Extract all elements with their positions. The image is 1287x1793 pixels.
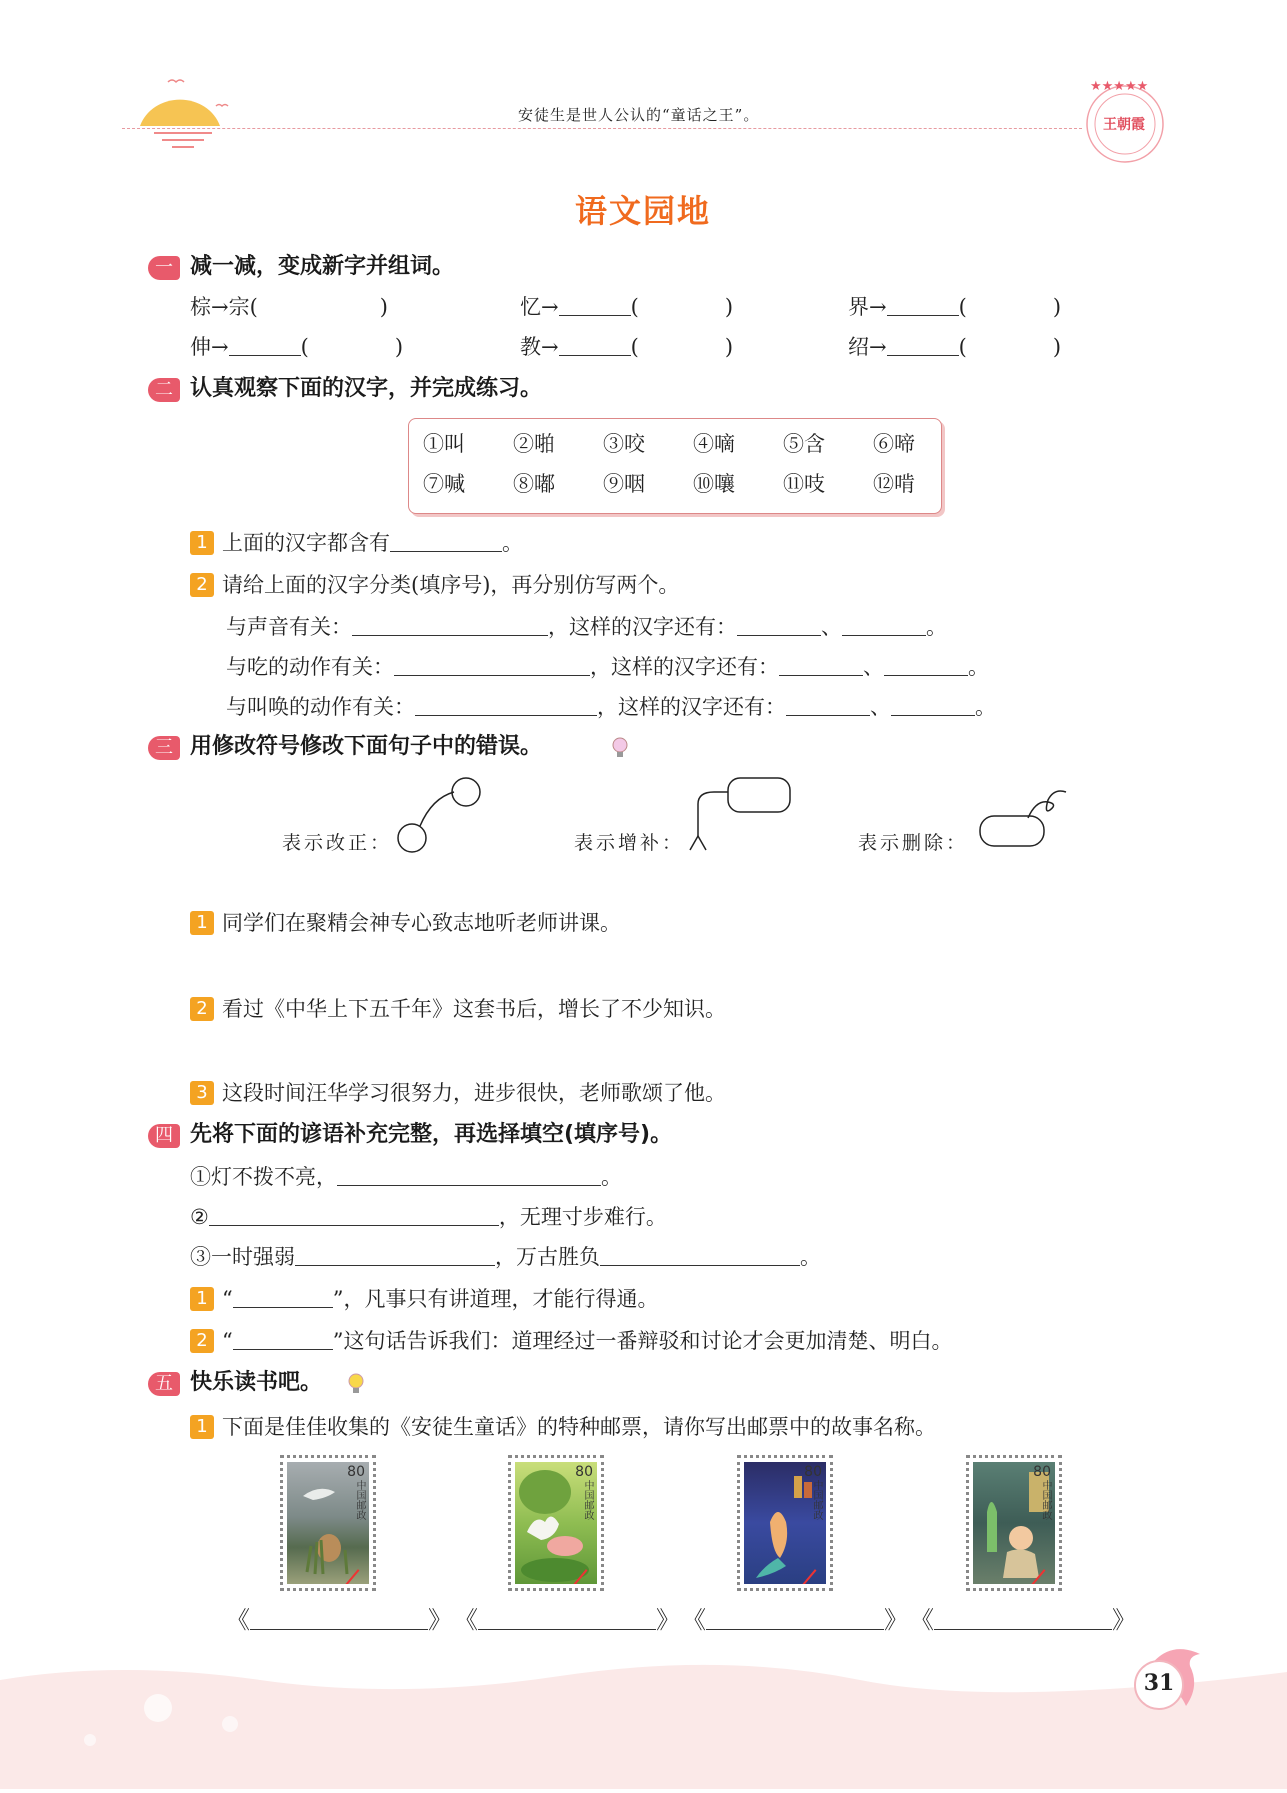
answer-blank[interactable] (352, 613, 548, 636)
stamp-picture (744, 1462, 826, 1584)
close-paren: ) (724, 335, 734, 359)
row-mid: ，这样的汉字还有： (548, 615, 737, 639)
answer-blank[interactable] (559, 333, 631, 356)
stamp-answer-1 (226, 1600, 452, 1635)
s2-row-2 (226, 652, 989, 682)
s1-item-5: 教→ ( ) (520, 335, 734, 359)
stamp-country: 中国邮政 (354, 1480, 365, 1520)
header-decoration (120, 60, 240, 150)
stamp-little-mermaid (737, 1455, 833, 1591)
s1-item-6: 绍→ ( ) (848, 335, 1062, 359)
s3-sentence-3 (190, 1078, 726, 1108)
row-label: 与声音有关： (226, 615, 352, 639)
row-mid: ，这样的汉字还有： (590, 655, 779, 679)
stamp-value: 80 (575, 1464, 593, 1480)
answer-blank[interactable] (250, 1607, 428, 1630)
stamp-value: 80 (804, 1464, 822, 1480)
char-item: ①叫 (423, 432, 465, 456)
answer-blank[interactable] (934, 1607, 1112, 1630)
symbol-delete-label: 表示删除： (858, 832, 969, 854)
punct: 。 (975, 695, 996, 719)
answer-blank[interactable] (390, 529, 502, 552)
proverb-text: ①灯不拨不亮， (190, 1165, 337, 1189)
answer-blank[interactable] (706, 1607, 884, 1630)
sun-icon (120, 60, 240, 150)
punct: 。 (502, 531, 523, 555)
answer-blank[interactable] (779, 653, 863, 676)
question-text: 请给上面的汉字分类(填序号)，再分别仿写两个。 (222, 573, 680, 597)
page-number: 31 (1143, 1670, 1175, 1696)
close-paren: ) (724, 295, 734, 319)
char-item: ②啪 (513, 432, 555, 456)
stamp-answer-2 (454, 1600, 680, 1635)
s1-item-text: 界→ (848, 295, 887, 319)
answer-blank[interactable] (887, 293, 959, 316)
section-title-2: 认真观察下面的汉字，并完成练习。 (190, 376, 543, 401)
answer-blank[interactable] (478, 1607, 656, 1630)
sentence-text: 看过《中华上下五千年》这套书后，增长了不少知识。 (222, 997, 726, 1021)
section-badge-4: 四 (148, 1124, 180, 1148)
char-row-1 (423, 429, 933, 459)
stamp-answer-3 (682, 1600, 908, 1635)
sep: 、 (870, 695, 891, 719)
section-badge-3: 三 (148, 736, 180, 760)
book-open: 《 (454, 1606, 478, 1634)
char-item: ⑪吱 (783, 472, 825, 496)
char-item: ⑩嚷 (693, 472, 735, 496)
header-rule (122, 128, 1082, 129)
char-item: ④嘀 (693, 432, 735, 456)
correction-mark-icon (392, 774, 492, 854)
s5-question-1 (190, 1412, 936, 1442)
s3-sentence-1 (190, 908, 621, 938)
s1-item-text: 忆→ (520, 295, 559, 319)
char-row-2 (423, 469, 933, 499)
s4-line-2 (190, 1202, 667, 1232)
s2-question-1 (190, 528, 523, 558)
row-label: 与叫唤的动作有关： (226, 695, 415, 719)
answer-blank[interactable] (394, 653, 590, 676)
char-item: ⑫啃 (873, 472, 915, 496)
stamp-country: 中国邮政 (811, 1480, 822, 1520)
s1-item-4: 伸→ ( ) (190, 335, 404, 359)
answer-blank[interactable] (891, 693, 975, 716)
s1-item-2: 忆→ ( ) (520, 295, 734, 319)
svg-text:★★★★★: ★★★★★ (1090, 79, 1149, 94)
proverb-text: ，无理寸步难行。 (498, 1205, 667, 1229)
sentence-text: 同学们在聚精会神专心致志地听老师讲课。 (222, 911, 621, 935)
section-badge-2: 二 (148, 378, 180, 402)
section-title-4: 先将下面的谚语补充完整，再选择填空(填序号)。 (190, 1122, 673, 1147)
answer-blank[interactable] (229, 333, 301, 356)
close-paren: ) (1052, 295, 1062, 319)
s1-item-1 (190, 292, 388, 322)
section-title-1: 减一减，变成新字并组词。 (190, 254, 455, 279)
question-number: 1 (190, 1287, 214, 1311)
lightbulb-icon (346, 1372, 366, 1400)
stamp-picture (515, 1462, 597, 1584)
page-title: 语文园地 (575, 192, 712, 230)
answer-blank[interactable] (295, 1243, 495, 1266)
question-number: 2 (190, 573, 214, 597)
stamp-match-girl (966, 1455, 1062, 1591)
question-text: 下面是佳佳收集的《安徒生童话》的特种邮票，请你写出邮票中的故事名称。 (222, 1415, 936, 1439)
question-text: 上面的汉字都含有 (222, 531, 390, 555)
question-number: 2 (190, 1329, 214, 1353)
brand-logo (1080, 76, 1170, 166)
answer-blank[interactable] (737, 613, 821, 636)
close-paren: ) (379, 295, 388, 319)
answer-blank[interactable] (415, 693, 597, 716)
answer-blank[interactable] (233, 1285, 333, 1308)
sep: 、 (821, 615, 842, 639)
answer-blank[interactable] (887, 333, 959, 356)
char-box (408, 418, 942, 514)
deletion-mark-icon (978, 780, 1070, 852)
stamp-value: 80 (1033, 1464, 1051, 1480)
s1-item-text: 伸→ (190, 335, 229, 359)
answer-blank[interactable] (233, 1327, 333, 1350)
header-slogan: 安徒生是世人公认的“童话之王”。 (518, 106, 760, 124)
question-number: 3 (190, 1081, 214, 1105)
stamp-wild-swans (280, 1455, 376, 1591)
s1-item-text: 棕→宗( (190, 295, 258, 319)
close-paren: ) (1052, 335, 1062, 359)
question-number: 1 (190, 911, 214, 935)
char-item: ⑨咽 (603, 472, 645, 496)
question-number: 1 (190, 1415, 214, 1439)
stamp-picture (973, 1462, 1055, 1584)
symbol-fix-label: 表示改正： (282, 832, 393, 854)
punct: 。 (601, 1165, 622, 1189)
answer-blank[interactable] (786, 693, 870, 716)
proverb-text: ，万古胜负 (495, 1245, 600, 1269)
answer-blank[interactable] (600, 1243, 800, 1266)
row-label: 与吃的动作有关： (226, 655, 394, 679)
stamp-answer-4 (910, 1600, 1136, 1635)
close-paren: ) (394, 335, 404, 359)
quote-open: “ (222, 1287, 233, 1311)
section-title-5: 快乐读书吧。 (190, 1370, 323, 1395)
punct: 。 (800, 1245, 821, 1269)
answer-blank[interactable] (337, 1163, 601, 1186)
s4-question-2 (190, 1326, 952, 1356)
section-badge-5: 五 (148, 1372, 180, 1396)
s2-row-1 (226, 612, 947, 642)
s4-line-3 (190, 1242, 821, 1272)
section-title-3: 用修改符号修改下面句子中的错误。 (190, 734, 543, 759)
char-item: ⑦喊 (423, 472, 465, 496)
book-open: 《 (910, 1606, 934, 1634)
s2-row-3 (226, 692, 996, 722)
s1-item-text: 教→ (520, 335, 559, 359)
stamp-country: 中国邮政 (1040, 1480, 1051, 1520)
insertion-mark-icon (686, 774, 796, 854)
book-close: 》 (884, 1606, 908, 1634)
char-item: ③咬 (603, 432, 645, 456)
stamp-value: 80 (347, 1464, 365, 1480)
sep: 、 (863, 655, 884, 679)
punct: 。 (926, 615, 947, 639)
answer-blank[interactable] (842, 613, 926, 636)
stamp-picture (287, 1462, 369, 1584)
footer-band (0, 1650, 1287, 1789)
book-close: 》 (428, 1606, 452, 1634)
hint-bulb-icon (610, 736, 630, 764)
question-text: ”，凡事只有讲道理，才能行得通。 (332, 1287, 659, 1311)
answer-blank[interactable] (559, 293, 631, 316)
proverb-text: ② (190, 1205, 209, 1229)
logo-text: 王朝霞 (1103, 117, 1145, 133)
question-number: 1 (190, 531, 214, 555)
book-open: 《 (682, 1606, 706, 1634)
s4-question-1 (190, 1284, 659, 1314)
symbol-add-label: 表示增补： (574, 832, 685, 854)
stamp-thumbelina (508, 1455, 604, 1591)
answer-blank[interactable] (884, 653, 968, 676)
section-badge-1: 一 (148, 256, 180, 280)
s3-sentence-2 (190, 994, 726, 1024)
question-number: 2 (190, 997, 214, 1021)
book-open: 《 (226, 1606, 250, 1634)
char-item: ⑤含 (783, 432, 825, 456)
quote-open: “ (222, 1329, 233, 1353)
char-item: ⑧嘟 (513, 472, 555, 496)
s1-item-3: 界→ ( ) (848, 295, 1062, 319)
row-mid: ，这样的汉字还有： (597, 695, 786, 719)
s1-item-text: 绍→ (848, 335, 887, 359)
answer-blank[interactable] (209, 1203, 499, 1226)
stamp-country: 中国邮政 (582, 1480, 593, 1520)
book-close: 》 (1112, 1606, 1136, 1634)
question-text: ”这句话告诉我们：道理经过一番辩驳和讨论才会更加清楚、明白。 (332, 1329, 953, 1353)
proverb-text: ③一时强弱 (190, 1245, 295, 1269)
punct: 。 (968, 655, 989, 679)
s4-line-1 (190, 1162, 622, 1192)
book-close: 》 (656, 1606, 680, 1634)
char-item: ⑥啼 (873, 432, 915, 456)
sentence-text: 这段时间汪华学习很努力，进步很快，老师歌颂了他。 (222, 1081, 726, 1105)
s2-question-2 (190, 570, 679, 600)
